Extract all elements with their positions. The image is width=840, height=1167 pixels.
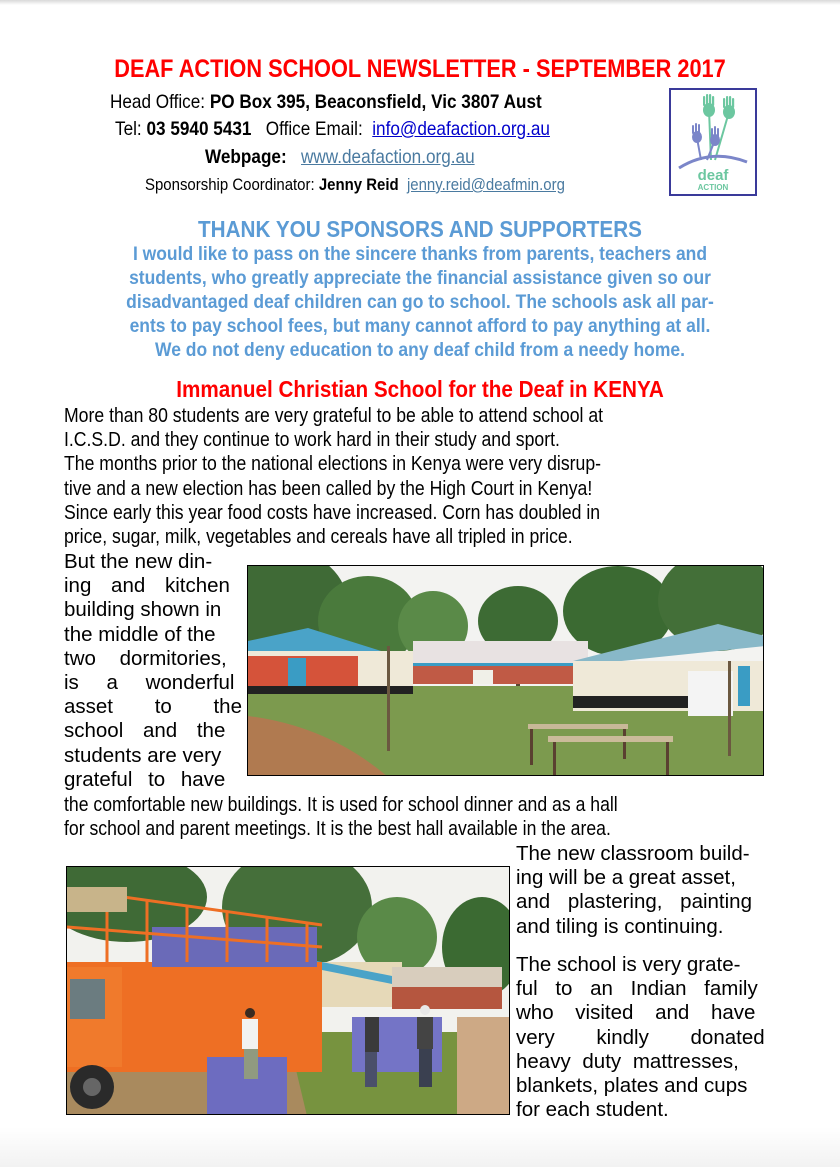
article-paragraph-4 [516, 842, 772, 939]
article-paragraph-3 [64, 793, 772, 841]
text-line: price, sugar, milk, vegetables and cereals have all tripled in price. [64, 525, 573, 549]
text-line: tive and a new election has been called by the High Court in Kenya! [64, 476, 593, 500]
text-line: The new classroom build- [516, 842, 750, 865]
page-bottom-edge [0, 1127, 840, 1167]
text-line: The months prior to the national elections in Kenya were very disrup- [64, 452, 602, 476]
logo-word-deaf: deaf [697, 167, 729, 184]
text-line: But the new din- [64, 550, 213, 573]
coordinator-name: Jenny Reid [318, 175, 399, 194]
mattress-delivery-photo [66, 866, 510, 1115]
thanks-line: I would like to pass on the sincere thanks from parents, teachers and [132, 244, 708, 265]
text-line: and plastering, painting [516, 890, 752, 914]
thanks-line: disadvantaged deaf children can go to school. The schools ask all par- [126, 292, 714, 313]
text-line: blankets, plates and cups [516, 1074, 748, 1098]
office-email-link[interactable]: info@deafaction.org.au [372, 118, 550, 140]
head-office-line [110, 91, 542, 114]
head-office-address: PO Box 395, Beaconsfield, Vic 3807 Aust [209, 91, 542, 113]
text-line: for school and parent meetings. It is the best hall available in the area. [64, 817, 611, 841]
thanks-heading: THANK YOU SPONSORS AND SUPPORTERS [198, 216, 642, 242]
thanks-line: We do not deny education to any deaf child from a needy home. [155, 340, 685, 361]
text-line: students are very [64, 743, 222, 767]
webpage-label: Webpage: [205, 146, 287, 168]
coordinator-label: Sponsorship Coordinator: [145, 175, 319, 194]
text-line: the comfortable new buildings. It is used for school dinner and as a hall [64, 793, 618, 816]
tel-number: 03 5940 5431 [146, 118, 252, 140]
text-line: very kindly donated [516, 1025, 765, 1049]
head-office-label: Head Office: [110, 91, 210, 113]
text-line: I.C.S.D. and they continue to work hard in their study and sport. [64, 428, 560, 452]
thanks-line: ents to pay school fees, but many cannot afford to pay anything at all. [129, 316, 711, 337]
article-paragraph-1 [64, 404, 772, 549]
logo-word-action: ACTION [697, 183, 729, 192]
text-line: building shown in [64, 598, 222, 622]
text-line: who visited and have [516, 1001, 756, 1025]
page-top-edge [0, 0, 840, 5]
text-line: ing will be a great asset, [516, 866, 736, 890]
text-line: for each student. [516, 1098, 669, 1122]
webpage-link[interactable]: www.deafaction.org.au [301, 146, 475, 168]
contact-line [115, 118, 550, 141]
text-line: two dormitories, [64, 646, 227, 670]
school-courtyard-photo [247, 565, 764, 776]
newsletter-title: DEAF ACTION SCHOOL NEWSLETTER - SEPTEMBER 2017 [114, 55, 726, 83]
article-heading: Immanuel Christian School for the Deaf in KENYA [176, 376, 664, 402]
thanks-paragraph [70, 243, 769, 363]
text-line: The school is very grate- [516, 953, 741, 976]
article-paragraph-5 [516, 953, 772, 1122]
tel-label: Tel: [115, 118, 147, 140]
text-line: grateful to have [64, 767, 226, 791]
text-line: asset to the [64, 695, 242, 719]
text-line: heavy duty mattresses, [516, 1049, 739, 1073]
text-line: ful to an Indian family [516, 977, 758, 1001]
coordinator-line [145, 175, 565, 195]
deaf-action-logo [669, 88, 757, 196]
email-label: Office Email: [251, 118, 373, 140]
text-line: More than 80 students are very grateful to be able to attend school at [64, 404, 604, 427]
article-paragraph-2 [64, 550, 242, 792]
webpage-line [205, 146, 475, 169]
text-line: school and the [64, 719, 226, 743]
thanks-line: students, who greatly appreciate the financial assistance given so our [129, 268, 711, 289]
text-line: ing and kitchen [64, 574, 230, 598]
text-line: and tiling is continuing. [516, 914, 724, 938]
raised-hands-logo-icon [671, 90, 755, 194]
text-line: the middle of the [64, 622, 216, 646]
coordinator-email-link[interactable]: jenny.reid@deafmin.org [406, 175, 565, 194]
text-line: Since early this year food costs have increased. Corn has doubled in [64, 500, 601, 524]
text-line: is a wonderful [64, 671, 235, 695]
